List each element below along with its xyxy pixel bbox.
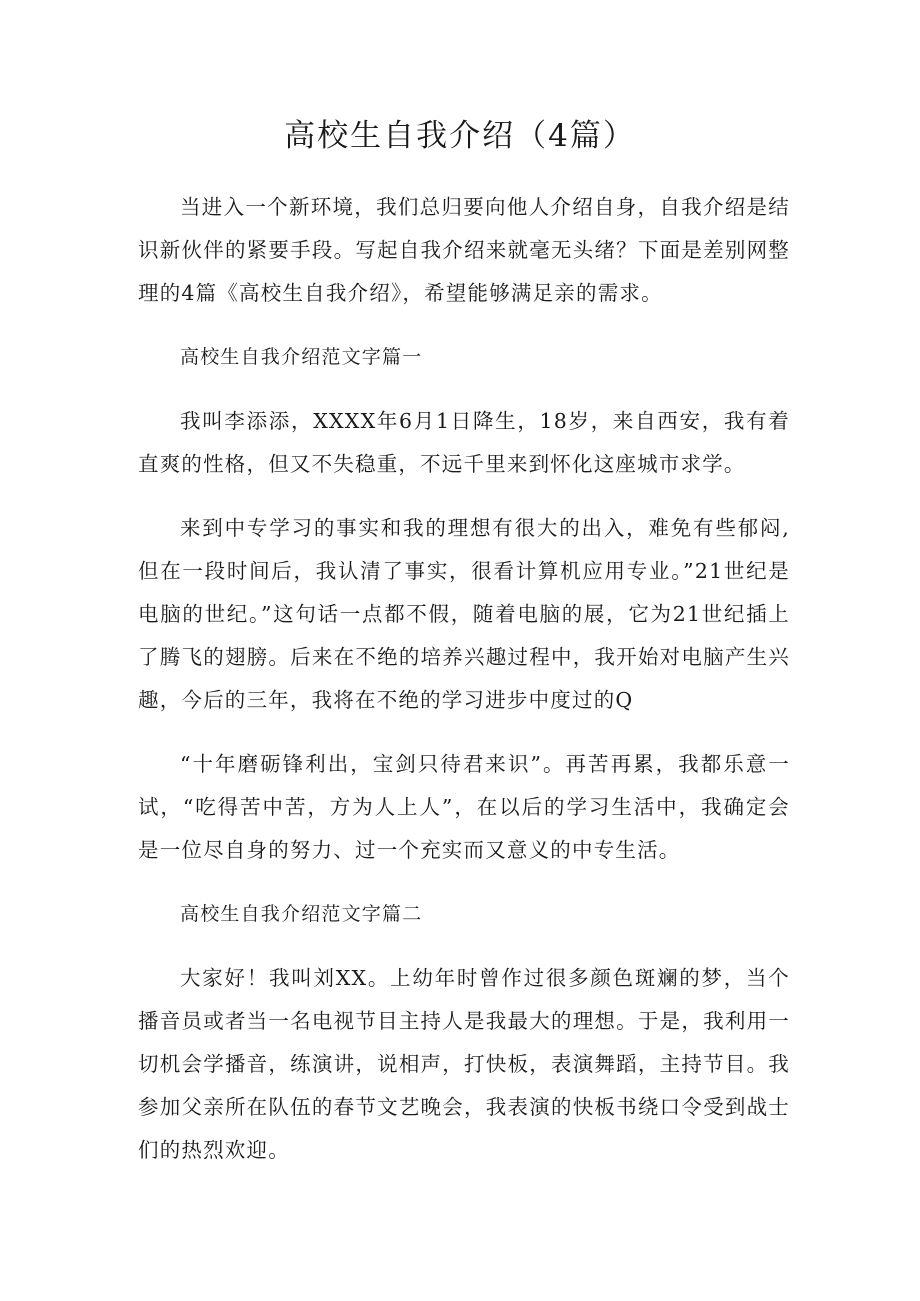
paragraph-gap	[138, 936, 790, 957]
section-heading-2: 高校生自我介绍范文字篇二	[180, 903, 423, 925]
section1-paragraph-1: 我叫李添添，XXXX年6月1日降生，18岁，来自西安，我有着直爽的性格，但又不失稳重，不远千里来到怀化这座城市求学。	[138, 409, 790, 476]
paragraph-gap	[138, 486, 790, 507]
paragraph-gap	[138, 315, 790, 336]
document-title: 高校生自我介绍（4篇）	[284, 118, 636, 154]
document-body	[138, 186, 790, 1172]
section1-paragraph-2: 来到中专学习的事实和我的理想有很大的出入，难免有些郁闷,但在一段时间后，我认清了事实，很看计算机应用专业。”21世纪是电脑的世纪。”这句话一点都不假，随着电脑的展，它为21世纪插上了腾飞的翅膀。后来在不绝的培养兴趣过程中，我开始对电脑产生兴趣，今后的三年，我将在不绝的学习进步中度过的Q	[138, 516, 790, 712]
section-heading-1: 高校生自我介绍范文字篇一	[180, 346, 423, 368]
section1-paragraph-3: “十年磨砺锋利出，宝剑只待君来识”。再苦再累，我都乐意一试，“吃得苦中苦，方为人上人”，在以后的学习生活中，我确定会是一位尽自身的努力、过一个充实而又意义的中专生活。	[138, 752, 790, 862]
section2-paragraph-1: 大家好！我叫刘XX。上幼年时曾作过很多颜色斑斓的梦，当个播音员或者当一名电视节目主持人是我最大的理想。于是，我利用一切机会学播音，练演讲，说相声，打快板，表演舞蹈，主持节目。我参加父亲所在队伍的春节文艺晚会，我表演的快板书绕口令受到战士们的热烈欢迎。	[138, 966, 790, 1162]
paragraph-gap	[138, 872, 790, 893]
paragraph-gap	[138, 379, 790, 400]
paragraph-gap	[138, 722, 790, 743]
intro-paragraph: 当进入一个新环境，我们总归要向他人介绍自身，自我介绍是结识新伙伴的紧要手段。写起自我介绍来就毫无头绪？下面是差别网整理的4篇《高校生自我介绍》，希望能够满足亲的需求。	[138, 195, 790, 305]
